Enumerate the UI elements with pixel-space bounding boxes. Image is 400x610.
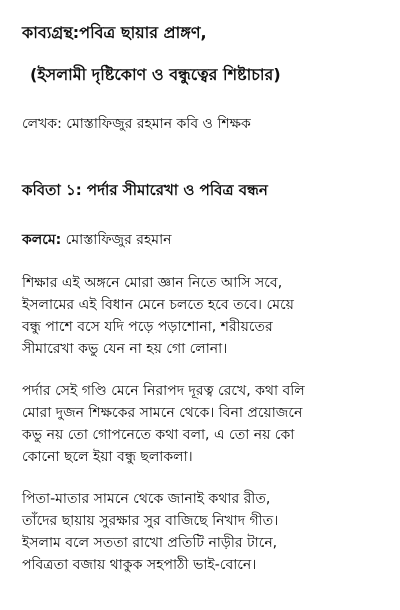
pen-name: মোস্তাফিজুর রহমান (61, 232, 172, 248)
poem-title: কবিতা ১: পর্দার সীমারেখা ও পবিত্র বন্ধন (22, 181, 268, 199)
author-line: লেখক: মোস্তাফিজুর রহমান কবি ও শিক্ষক (22, 116, 251, 132)
poem-line: ইসলাম বলে সততা রাখো প্রতিটি নাড়ীর টানে, (22, 535, 278, 551)
poem-line: পর্দার সেই গণ্ডি মেনে নিরাপদ দূরত্ব রেখে, কথা বলি (22, 383, 305, 399)
poem-line: মোরা দুজন শিক্ষকের সামনে থেকে। বিনা প্রয়োজনে (22, 405, 303, 421)
poem-line: ইসলামের এই বিধান মেনে চলতে হবে তবে। মেয়ে (22, 297, 294, 313)
poem-line: পবিত্রতা বজায় থাকুক সহপাঠী ভাই-বোনে। (22, 557, 257, 573)
stanza-2 (22, 380, 386, 468)
poem-line: তাঁদের ছায়ায় সুরক্ষার সুর বাজিছে নিখাদ গীত। (22, 513, 279, 529)
poem-line: পিতা-মাতার সামনে থেকে জানাই কথার রীত, (22, 491, 271, 507)
pen-line (22, 230, 386, 250)
pen-label: কলমে: (22, 232, 62, 248)
stanza-1 (22, 272, 386, 360)
poem-line: কোনো ছলে ইয়া বন্ধু ছলাকলা। (22, 449, 193, 465)
poem-line: সীমারেখা কভু যেন না হয় গো লোনা। (22, 341, 228, 357)
book-title: কাব্যগ্রন্থ:পবিত্র ছায়ার প্রাঙ্গণ, (22, 23, 207, 42)
poem-line: বন্ধু পাশে বসে যদি পড়ে পড়াশোনা, শরীয়তের (22, 319, 273, 335)
book-subtitle: (ইসলামী দৃষ্টিকোণ ও বন্ধুত্বের শিষ্টাচার) (30, 65, 281, 84)
stanza-3 (22, 488, 386, 576)
poem-line: কভু নয় তো গোপনেতে কথা বলা, এ তো নয় কো (22, 427, 295, 443)
poem-line: শিক্ষার এই অঙ্গনে মোরা জ্ঞান নিতে আসি সবে, (22, 275, 283, 291)
